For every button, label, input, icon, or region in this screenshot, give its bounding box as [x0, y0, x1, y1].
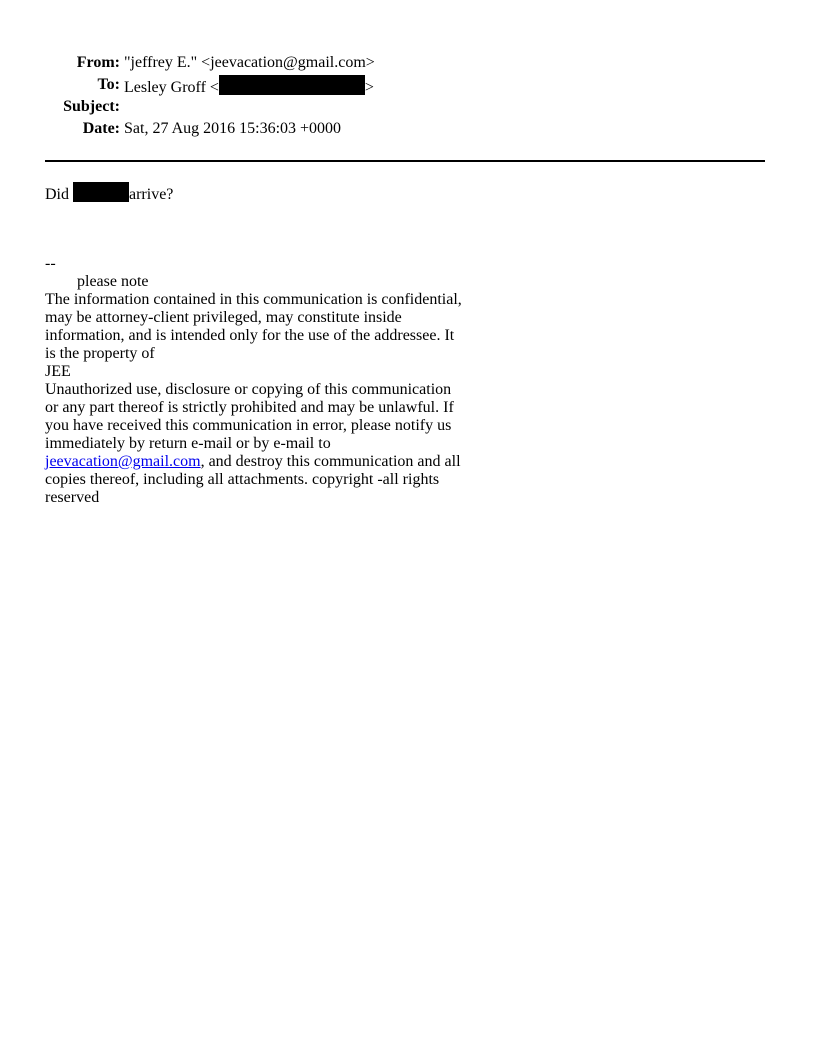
to-value: [124, 75, 374, 98]
to-label: To:: [97, 76, 120, 93]
disclaimer-text-end: , and destroy this communication and all copies thereof, including all attachments. copyright -all rights reserved: [45, 453, 461, 506]
date-value: Sat, 27 Aug 2016 15:36:03 +0000: [124, 120, 342, 137]
date-label: Date:: [82, 120, 120, 137]
from-value: "jeffrey E." <jeevacation@gmail.com>: [124, 54, 375, 71]
from-label: From:: [76, 54, 120, 71]
please-note: please note: [77, 273, 149, 290]
to-suffix: >: [364, 79, 374, 96]
signature-dashes: --: [45, 255, 56, 272]
header-divider: [45, 160, 765, 162]
body-arrive: arrive?: [129, 186, 174, 203]
body-line: [45, 182, 173, 204]
signature: [45, 255, 465, 507]
disclaimer-paragraph: [45, 381, 465, 507]
disclaimer-text: Unauthorized use, disclosure or copying of this communication or any part thereof is strictly prohibited and may be unlawful. If you have received this communication in error, please notify us immediately by return e-mail or by e-mail to: [45, 381, 454, 452]
to-name: Lesley Groff <: [124, 79, 219, 96]
redaction-box: [73, 182, 129, 202]
subject-label: Subject:: [63, 98, 120, 115]
email-link[interactable]: jeevacation@gmail.com: [45, 453, 201, 470]
body-did: Did: [45, 186, 69, 203]
owner-name: JEE: [45, 363, 71, 380]
email-body: [45, 182, 173, 204]
redaction-box: [219, 75, 365, 95]
confidentiality-paragraph: The information contained in this communication is confidential, may be attorney-client privileged, may constitute inside information, and is intended only for the use of the addressee. It is the property of: [45, 291, 462, 362]
